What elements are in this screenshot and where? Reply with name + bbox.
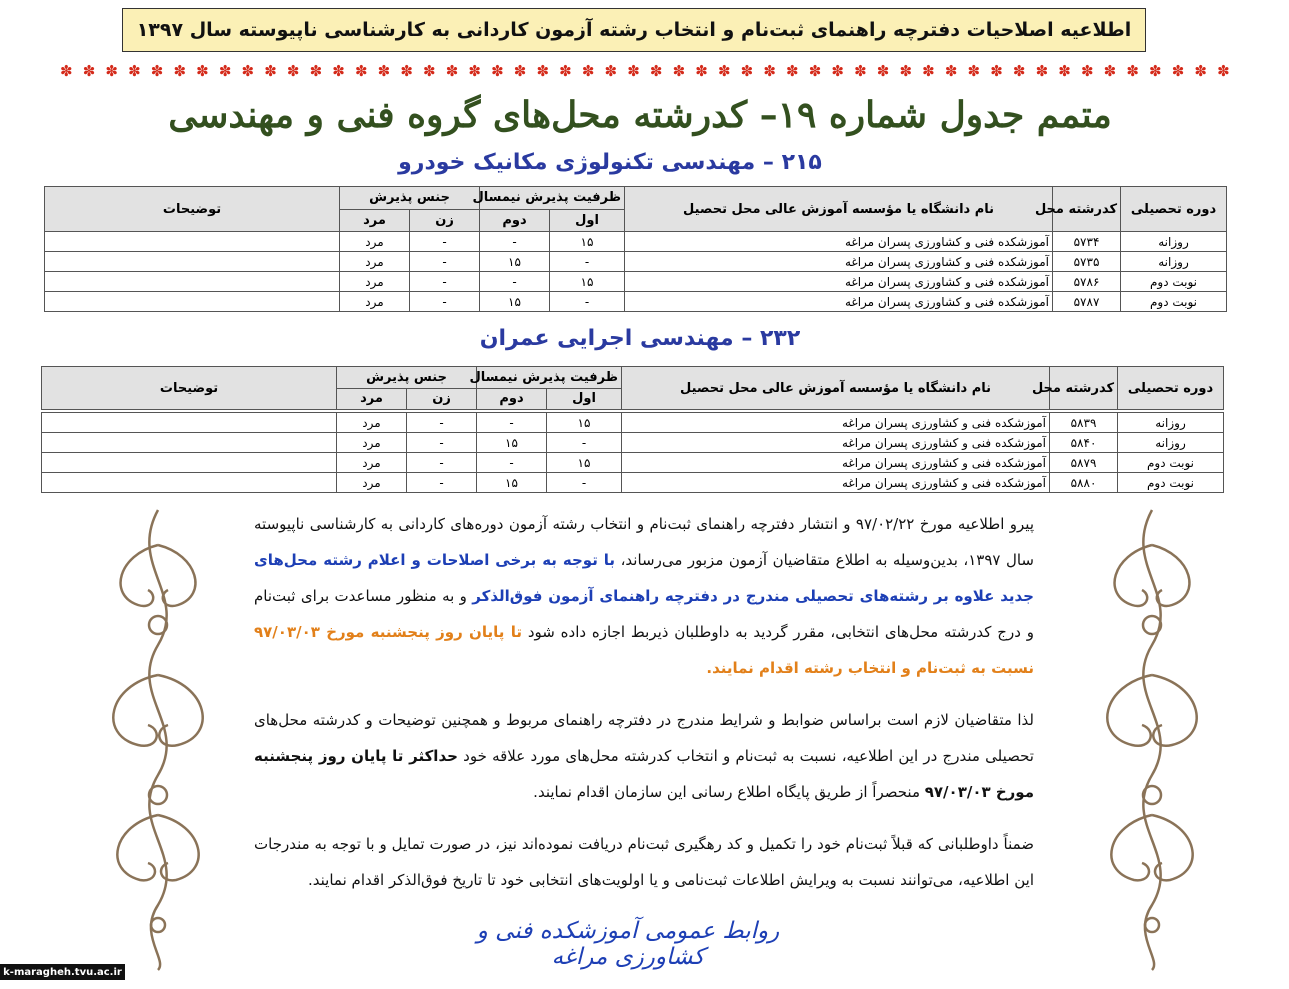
cell-first: ۱۵ — [547, 413, 622, 433]
page-title: متمم جدول شماره ۱۹– کدرشته محل‌های گروه فنی و مهندسی — [168, 94, 1112, 136]
star-ornament-icon: ✽ — [1012, 61, 1026, 80]
cell-second: ۱۵ — [477, 433, 547, 453]
decorative-star-row — [60, 60, 1230, 82]
star-ornament-icon: ✽ — [445, 61, 459, 80]
star-ornament-icon: ✽ — [423, 61, 436, 80]
cell-second: ۱۵ — [480, 252, 550, 272]
section-title-232: ۲۳۲ – مهندسی اجرایی عمران — [479, 326, 801, 351]
col-code: کدرشته محل — [1053, 187, 1121, 232]
col-university: نام دانشگاه یا مؤسسه آموزش عالی محل تحصیل — [625, 187, 1053, 232]
star-ornament-icon: ✽ — [786, 61, 799, 80]
star-ornament-icon: ✽ — [922, 61, 935, 80]
star-ornament-icon: ✽ — [1103, 61, 1117, 80]
col-first: اول — [550, 209, 625, 232]
table-row — [45, 292, 1227, 312]
cell-female: - — [407, 413, 477, 433]
star-ornament-icon: ✽ — [218, 61, 232, 80]
cell-first: - — [550, 292, 625, 312]
table-body-215 — [44, 231, 1227, 312]
left-ornament-image — [88, 505, 228, 975]
cell-first: ۱۵ — [550, 272, 625, 292]
cell-second: - — [477, 453, 547, 473]
col-gender: جنس پذیرش — [337, 367, 477, 389]
section-title-215: ۲۱۵ – مهندسی تکنولوژی مکانیک خودرو — [398, 150, 822, 175]
star-ornament-icon: ✽ — [808, 61, 822, 80]
cell-university: آموزشکده فنی و کشاورزی پسران مراغه — [622, 473, 1050, 493]
cell-code: ۵۸۳۹ — [1050, 413, 1118, 433]
star-ornament-icon: ✽ — [899, 61, 913, 80]
cell-course: نوبت دوم — [1121, 272, 1227, 292]
col-course: دوره تحصیلی — [1121, 187, 1227, 232]
col-male: مرد — [337, 388, 407, 410]
right-ornament-image — [1082, 505, 1222, 975]
cell-second: ۱۵ — [480, 292, 550, 312]
cell-first: - — [547, 433, 622, 453]
cell-notes — [45, 272, 340, 292]
star-ornament-icon: ✽ — [286, 61, 300, 80]
col-first: اول — [547, 388, 622, 410]
star-ornament-icon: ✽ — [513, 61, 527, 80]
cell-course: نوبت دوم — [1118, 473, 1224, 493]
col-gender: جنس پذیرش — [340, 187, 480, 210]
cell-second: ۱۵ — [477, 473, 547, 493]
star-ornament-icon: ✽ — [354, 61, 368, 80]
star-ornament-icon: ✽ — [763, 61, 776, 80]
cell-course: روزانه — [1121, 252, 1227, 272]
col-capacity: ظرفیت پذیرش نیمسال — [477, 367, 622, 389]
star-ornament-icon: ✽ — [944, 61, 958, 80]
star-ornament-icon: ✽ — [82, 61, 96, 80]
cell-code: ۵۷۳۴ — [1053, 232, 1121, 252]
cell-university: آموزشکده فنی و کشاورزی پسران مراغه — [625, 272, 1053, 292]
star-ornament-icon: ✽ — [990, 61, 1003, 80]
cell-course: نوبت دوم — [1118, 453, 1224, 473]
cell-first: ۱۵ — [547, 453, 622, 473]
cell-notes — [45, 292, 340, 312]
star-ornament-icon: ✽ — [105, 61, 118, 80]
cell-course: روزانه — [1121, 232, 1227, 252]
star-ornament-icon: ✽ — [173, 61, 187, 80]
star-ornament-icon: ✽ — [740, 61, 754, 80]
star-ornament-icon: ✽ — [967, 61, 981, 80]
star-ornament-icon: ✽ — [1080, 61, 1094, 80]
table-header-215 — [44, 186, 1227, 232]
star-ornament-icon: ✽ — [1194, 61, 1207, 80]
cell-notes — [45, 252, 340, 272]
cell-male: مرد — [337, 473, 407, 493]
table-row — [42, 413, 1224, 433]
star-ornament-icon: ✽ — [60, 61, 73, 80]
cell-university: آموزشکده فنی و کشاورزی پسران مراغه — [622, 413, 1050, 433]
announcement-banner: اطلاعیه اصلاحیات دفترچه راهنمای ثبت‌نام و انتخاب رشته آزمون کاردانی به کارشناسی ناپیوسته سال ۱۳۹۷ — [122, 8, 1146, 52]
cell-male: مرد — [340, 272, 410, 292]
cell-female: - — [407, 433, 477, 453]
paragraph-2: لذا متقاضیان لازم است براساس ضوابط و شرایط مندرج در دفترچه راهنمای مربوط و همچنین توضیحات و کدرشته محل‌های تحصیلی مندرج در این اطلاعیه، نسبت به ثبت‌نام و انتخاب کدرشته محل‌های مورد علاقه خود حداکثر تا پایان روز پنجشنبه مورخ ۹۷/۰۳/۰۳ منحصراً از طریق پایگاه اطلاع رسانی این سازمان اقدام نمایند. — [254, 711, 1034, 801]
cell-first: ۱۵ — [550, 232, 625, 252]
star-ornament-icon: ✽ — [128, 61, 141, 80]
cell-female: - — [407, 473, 477, 493]
col-course: دوره تحصیلی — [1118, 367, 1224, 410]
star-ornament-icon: ✽ — [581, 61, 595, 80]
star-ornament-icon: ✽ — [196, 61, 209, 80]
col-university: نام دانشگاه یا مؤسسه آموزش عالی محل تحصیل — [622, 367, 1050, 410]
star-ornament-icon: ✽ — [491, 61, 504, 80]
cell-second: - — [480, 272, 550, 292]
cell-male: مرد — [337, 453, 407, 473]
cell-second: - — [480, 232, 550, 252]
cell-university: آموزشکده فنی و کشاورزی پسران مراغه — [622, 433, 1050, 453]
cell-female: - — [410, 272, 480, 292]
star-ornament-icon: ✽ — [377, 61, 391, 80]
cell-code: ۵۸۴۰ — [1050, 433, 1118, 453]
star-ornament-icon: ✽ — [1149, 61, 1162, 80]
cell-notes — [42, 473, 337, 493]
table-row — [45, 232, 1227, 252]
cell-male: مرد — [337, 433, 407, 453]
cell-code: ۵۸۸۰ — [1050, 473, 1118, 493]
star-ornament-icon: ✽ — [627, 61, 640, 80]
signature: روابط عمومی آموزشکده فنی و کشاورزی مراغه — [476, 918, 780, 970]
cell-university: آموزشکده فنی و کشاورزی پسران مراغه — [625, 292, 1053, 312]
cell-university: آموزشکده فنی و کشاورزی پسران مراغه — [625, 252, 1053, 272]
star-ornament-icon: ✽ — [241, 61, 255, 80]
col-code: کدرشته محل — [1050, 367, 1118, 410]
star-ornament-icon: ✽ — [332, 61, 345, 80]
paragraph-3: ضمناً داوطلبانی که قبلاً ثبت‌نام خود را تکمیل و کد رهگیری ثبت‌نام دریافت نموده‌اند نیز، در صورت تمایل و با توجه به مندرجات این اطلاعیه، می‌توانند نسبت به ویرایش اطلاعات ثبت‌نامی و یا اولویت‌های انتخابی خود تا تاریخ فوق‌الذکر اقدام نمایند. — [254, 835, 1034, 889]
cell-male: مرد — [340, 292, 410, 312]
star-ornament-icon: ✽ — [717, 61, 731, 80]
star-ornament-icon: ✽ — [1171, 61, 1185, 80]
cell-female: - — [410, 292, 480, 312]
table-row — [45, 272, 1227, 292]
cell-female: - — [410, 252, 480, 272]
cell-notes — [42, 433, 337, 453]
star-ornament-icon: ✽ — [695, 61, 708, 80]
star-ornament-icon: ✽ — [649, 61, 663, 80]
table-row — [42, 473, 1224, 493]
cell-female: - — [410, 232, 480, 252]
col-male: مرد — [340, 209, 410, 232]
cell-first: - — [547, 473, 622, 493]
table-row — [42, 453, 1224, 473]
cell-second: - — [477, 413, 547, 433]
cell-male: مرد — [340, 232, 410, 252]
star-ornament-icon: ✽ — [468, 61, 481, 80]
cell-male: مرد — [340, 252, 410, 272]
col-female: زن — [407, 388, 477, 410]
star-ornament-icon: ✽ — [672, 61, 686, 80]
star-ornament-icon: ✽ — [1058, 61, 1071, 80]
cell-university: آموزشکده فنی و کشاورزی پسران مراغه — [622, 453, 1050, 473]
cell-notes — [42, 413, 337, 433]
star-ornament-icon: ✽ — [559, 61, 572, 80]
table-row — [45, 252, 1227, 272]
table-row — [42, 433, 1224, 453]
col-second: دوم — [480, 209, 550, 232]
cell-first: - — [550, 252, 625, 272]
star-ornament-icon: ✽ — [536, 61, 550, 80]
star-ornament-icon: ✽ — [831, 61, 844, 80]
cell-course: روزانه — [1118, 433, 1224, 453]
col-female: زن — [410, 209, 480, 232]
site-url-label: k-maragheh.tvu.ac.ir — [0, 964, 125, 980]
col-second: دوم — [477, 388, 547, 410]
table-body-232 — [41, 412, 1224, 493]
cell-course: نوبت دوم — [1121, 292, 1227, 312]
table-header-232 — [41, 366, 1224, 410]
star-ornament-icon: ✽ — [604, 61, 618, 80]
cell-code: ۵۷۸۷ — [1053, 292, 1121, 312]
cell-female: - — [407, 453, 477, 473]
star-ornament-icon: ✽ — [150, 61, 164, 80]
announcement-body — [254, 506, 1034, 914]
cell-notes — [45, 232, 340, 252]
star-ornament-icon: ✽ — [876, 61, 890, 80]
col-capacity: ظرفیت پذیرش نیمسال — [480, 187, 625, 210]
star-ornament-icon: ✽ — [1035, 61, 1049, 80]
col-notes: توضیحات — [42, 367, 337, 410]
cell-notes — [42, 453, 337, 473]
star-ornament-icon: ✽ — [1217, 61, 1230, 80]
star-ornament-icon: ✽ — [400, 61, 413, 80]
cell-course: روزانه — [1118, 413, 1224, 433]
cell-code: ۵۷۳۵ — [1053, 252, 1121, 272]
cell-code: ۵۸۷۹ — [1050, 453, 1118, 473]
star-ornament-icon: ✽ — [264, 61, 277, 80]
col-notes: توضیحات — [45, 187, 340, 232]
star-ornament-icon: ✽ — [854, 61, 867, 80]
star-ornament-icon: ✽ — [309, 61, 323, 80]
cell-code: ۵۷۸۶ — [1053, 272, 1121, 292]
star-ornament-icon: ✽ — [1126, 61, 1139, 80]
cell-male: مرد — [337, 413, 407, 433]
paragraph-1: پیرو اطلاعیه مورخ ۹۷/۰۲/۲۲ و انتشار دفترچه راهنمای ثبت‌نام و انتخاب رشته آزمون دوره‌های کاردانی به کارشناسی ناپیوسته سال ۱۳۹۷، بدین‌وسیله به اطلاع متقاضیان آزمون مزبور می‌رساند، با توجه به برخی اصلاحات و اعلام رشته محل‌های جدید علاوه بر رشته‌های تحصیلی مندرج در دفترچه راهنمای آزمون فوق‌الذکر و به منظور مساعدت برای ثبت‌نام و درج کدرشته محل‌های انتخابی، مقرر گردید به داوطلبان ذیربط اجازه داده شود تا پایان روز پنجشنبه مورخ ۹۷/۰۳/۰۳ نسبت به ثبت‌نام و انتخاب رشته اقدام نمایند. — [254, 515, 1034, 677]
cell-university: آموزشکده فنی و کشاورزی پسران مراغه — [625, 232, 1053, 252]
